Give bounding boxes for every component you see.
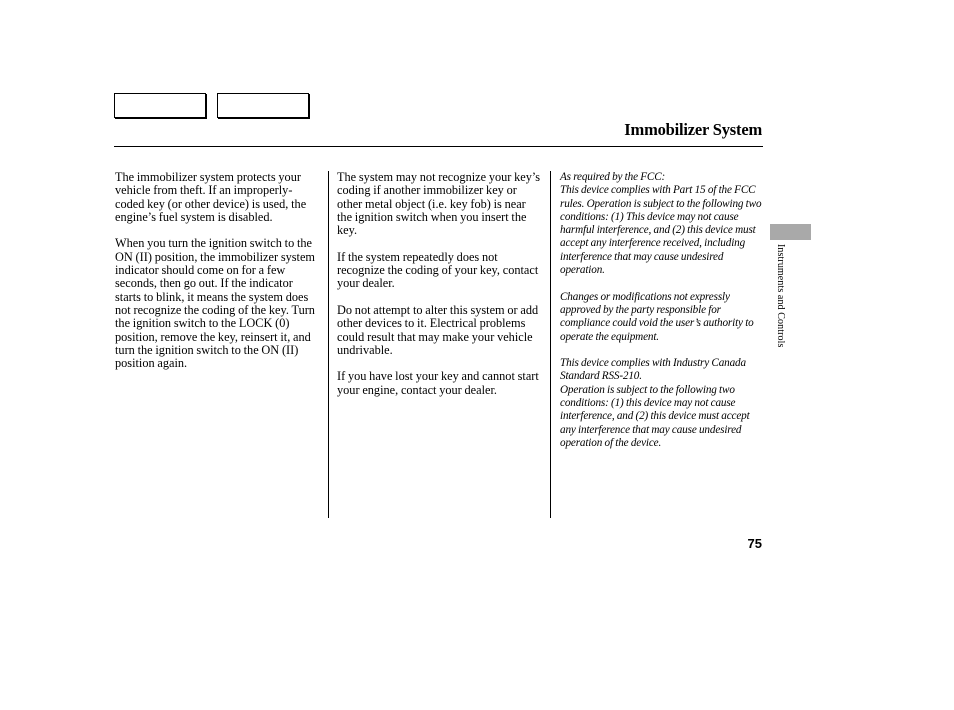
paragraph: This device complies with Industry Canada Standard RSS-210. Operation is subject to the following two conditions: (1) this device may not cause interference, and (2) this device must accept any interference that may cause undesired operation of the device. bbox=[560, 357, 750, 449]
paragraph: The system may not recognize your key’s coding if another immobilizer key or other metal object (i.e. key fob) is near the ignition switch when you insert the key. bbox=[337, 170, 541, 238]
section-label: Instruments and Controls bbox=[775, 244, 786, 348]
paragraph: As required by the FCC: This device complies with Part 15 of the FCC rules. Operation is subject to the following two conditions: (1) This device may not cause harmful interference, and (2) this device must accept any interference received, including interference that may cause undesired operation. bbox=[560, 171, 762, 277]
section-tab bbox=[770, 224, 811, 240]
text-column-3-fcc-notice bbox=[560, 171, 766, 464]
paragraph: Changes or modifications not expressly approved by the party responsible for compliance could void the user’s authority to operate the equipment. bbox=[560, 290, 754, 343]
page-title: Immobilizer System bbox=[624, 120, 762, 139]
text-column-1 bbox=[115, 171, 319, 384]
paragraph: If you have lost your key and cannot start your engine, contact your dealer. bbox=[337, 369, 539, 397]
column-divider bbox=[550, 171, 551, 518]
paragraph: The immobilizer system protects your vehicle from theft. If an improperly-coded key (or other device) is used, the engine’s fuel system is disabled. bbox=[115, 170, 307, 224]
title-rule bbox=[114, 146, 763, 147]
paragraph: Do not attempt to alter this system or add other devices to it. Electrical problems could result that may make your vehicle undrivable. bbox=[337, 302, 539, 357]
column-divider bbox=[328, 171, 329, 518]
page-number: 75 bbox=[747, 536, 762, 551]
paragraph: When you turn the ignition switch to the ON (II) position, the immobilizer system indicator should come on for a few seconds, then go out. If the indicator starts to blink, it means the system does not recognize the coding of the key. Turn the ignition switch to the LOCK (0) position, remove the key, reinsert it, and turn the ignition switch to the ON (II) position again. bbox=[115, 236, 315, 371]
nav-button-next[interactable] bbox=[217, 93, 309, 118]
nav-button-previous[interactable] bbox=[114, 93, 206, 118]
text-column-2 bbox=[337, 171, 543, 410]
paragraph: If the system repeatedly does not recognize the coding of your key, contact your dealer. bbox=[337, 249, 539, 291]
